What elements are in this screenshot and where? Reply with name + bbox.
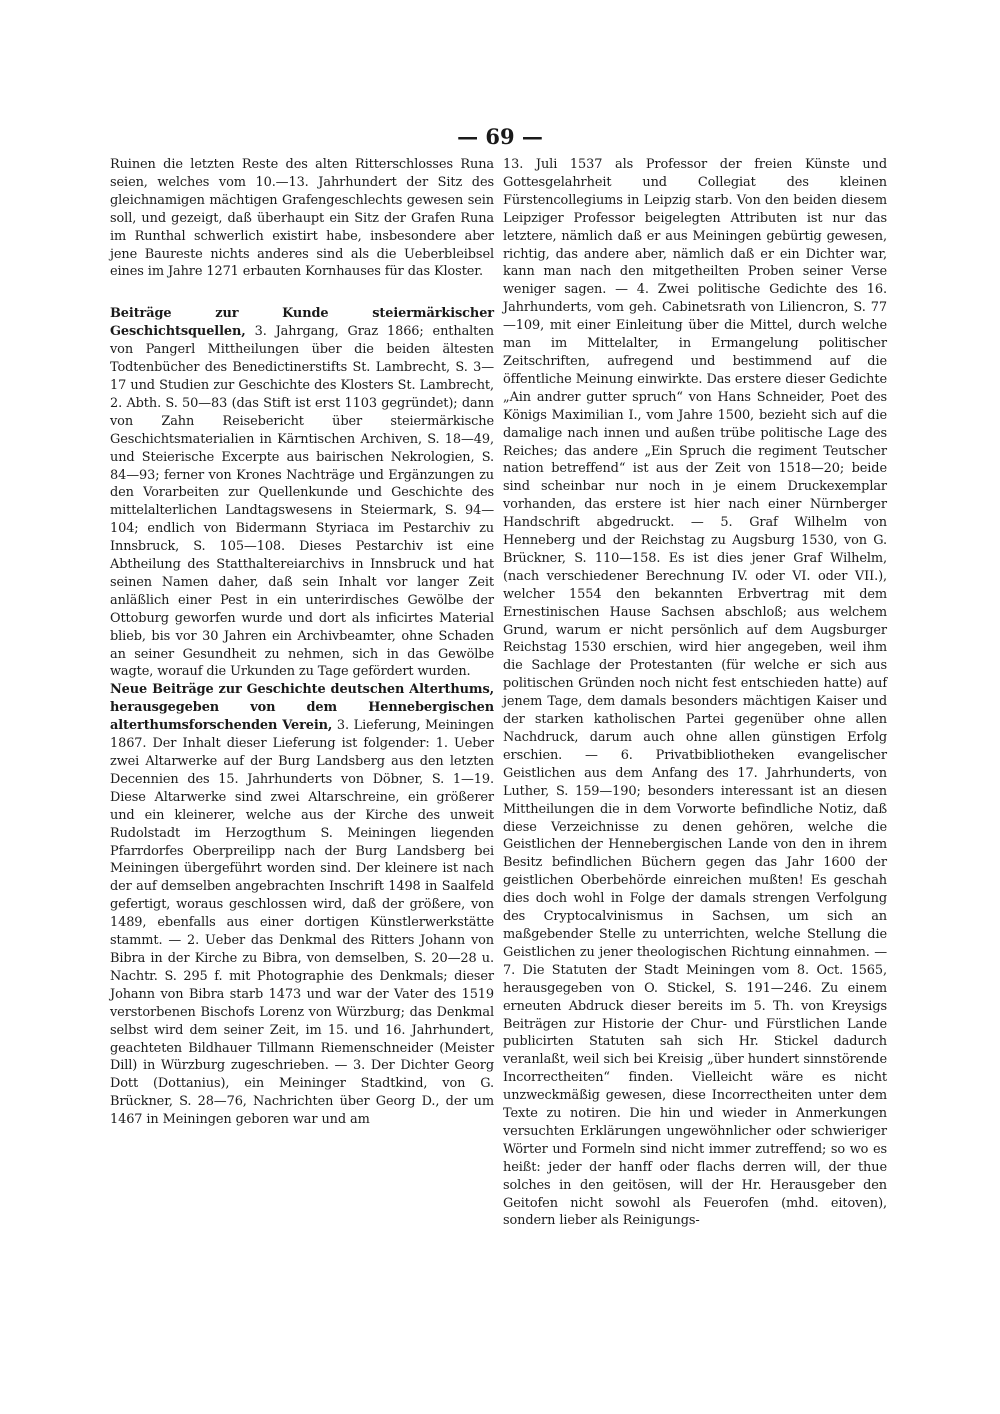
entry-title: Neue Beiträge zur Geschichte deutschen Alterthums, herausgegeben von dem Hennebergischen alterthumsforschenden Verein,: [110, 682, 494, 734]
entry-body: 3. Jahrgang, Graz 1866; enthalten von Pangerl Mittheilungen über die beiden ältesten Todtenbücher des Benedictinerstifts St. Lambrecht, S. 3—17 und Studien zur Geschichte des Klosters St. Lambrecht, 2. Abth. S. 50—83 (das Stift ist erst 1103 gegründet); dann von Zahn Reisebericht über steiermärkische Geschichtsmaterialien in Kärntischen Archiven, S. 18—49, und Steierische Excerpte aus bairischen Nekrologien, S. 84—93; ferner von Krones Nachträge und Ergänzungen zu den Vorarbeiten zur Quellenkunde und Geschichte des mittelalterlichen Landtagswesens in Steiermark, S. 94—104; endlich von Bidermann Styriaca im Pestarchiv zu Innsbruck, S. 105—108. Dieses Pestarchiv ist eine Abtheilung des Statthaltereiarchivs in Innsbruck und hat seinen Namen daher, daß sein Inhalt vor langer Zeit anläßlich einer Pest in ein unterirdisches Gewölbe der Ottoburg geworfen wurde und dort als inficirtes Material blieb, bis vor 30 Jahren ein Archivbeamter, ohne Schaden an seiner Gesundheit zu nehmen, sich in das Gewölbe wagte, worauf die Urkunden zu Tage gefördert wurden.: [110, 324, 494, 680]
right-column-text: 13. Juli 1537 als Professor der freien Künste und Gottesgelahrheit und Collegiat des kleinen Fürstencollegiums in Leipzig starb. Von den beiden diesem Leipziger Professor beigelegten Attributen ist nur das letztere, nämlich daß er aus Meiningen gebürtig gewesen, richtig, das andere aber, nämlich daß er ein Dichter war, kann man nach den mitgetheilten Proben seiner Verse weniger sagen. — 4. Zwei politische Gedichte des 16. Jahrhunderts, vom geh. Cabinetsrath von Liliencron, S. 77—109, mit einer Einleitung über die Mittel, durch welche man im Mittelalter, in Ermangelung politischer Zeitschriften, aufregend und bestimmend auf die öffentliche Meinung einwirkte. Das erstere dieser Gedichte „Ain andrer gutter spruch“ von Hans Schneider, Poet des Königs Maximilian I., vom Jahre 1500, bezieht sich auf die damalige nach innen und außen trübe politische Lage des Reiches; das andere „Ein Spruch die regiment Teutscher nation betreffend“ ist aus der Zeit von 1518—20; beide sind scheinbar nur noch in je einem Druckexemplar vorhanden, das erstere ist hier nach einer Nürnberger Handschrift abgedruckt. — 5. Graf Wilhelm von Henneberg und der Reichstag zu Augsburg 1530, von G. Brückner, S. 110—158. Es ist dies jener Graf Wilhelm, (nach verschiedener Berechnung IV. oder VI. oder VII.), welcher 1554 den bekannten Erbvertrag mit dem Ernestinischen Hause Sachsen abschloß; aus welchem Grund, warum er nicht persönlich auf dem Augsburger Reichstag 1530 erschien, wird hier angegeben, weil ihm die Sachlage der Protestanten (für welche er sich aus politischen Gründen noch nicht fest entschieden hatte) auf jenem Tage, dem damals besonders mächtigen Kaiser und der starken katholischen Partei gegenüber ohne allen Nachdruck, darum auch ohne allen günstigen Erfolg erschien. — 6. Privatbibliotheken evangelischer Geistlichen aus dem Anfang des 17. Jahrhunderts, von Luther, S. 159—190; besonders interessant ist an diesen Mittheilungen die in dem Vorworte befindliche Notiz, daß diese Verzeichnisse zu denen gehören, welche die Geistlichen der Hennebergischen Lande von den in ihrem Besitz befindlichen Büchern gegen das Jahr 1600 der geistlichen Oberbehörde einreichen mußten! Es geschah dies doch wohl in Folge der damals strengen Verfolgung des Cryptocalvinismus in Sachsen, um sich an maßgebender Stelle zu unterrichten, welche Stellung die Geistlichen zu jener theologischen Richtung einnahmen. — 7. Die Statuten der Stadt Meiningen vom 8. Oct. 1565, herausgegeben von O. Stickel, S. 191—246. Zu einem erneuten Abdruck dieser bereits im 5. Th. von Kreysigs Beiträgen zur Historie der Chur- und Fürstlichen Lande publicirten Statuten sah sich Hr. Stickel dadurch veranlaßt, weil sich bei Kreisig „über hundert sinnstörende Incorrectheiten“ finden. Vielleicht wäre es nicht unzweckmäßig gewesen, diese Incorrectheiten unter dem Texte zu notiren. Die hin und wieder in Anmerkungen versuchten Erklärungen ungewöhnlicher oder schwieriger Wörter und Formeln sind nicht immer zutreffend; so wo es heißt: jeder der hanff oder flachs derren will, der thue solches in den geitösen, will der Hr. Herausgeber den Geitofen nicht sowohl als Feuerofen (mhd. eitoven), sondern lieber als Reinigungs-: [503, 157, 887, 1229]
right-column: [503, 156, 887, 1230]
left-column: [110, 156, 494, 1129]
entry-body: 3. Lieferung, Meiningen 1867. Der Inhalt dieser Lieferung ist folgender: 1. Ueber zwei Altarwerke auf der Burg Landsberg aus den letzten Decennien des 15. Jahrhunderts von Döbner, S. 1—19. Diese Altarwerke sind zwei Altarschreine, ein größerer und ein kleinerer, welche aus der Kirche des unweit Rudolstadt im Herzogthum S. Meiningen liegenden Pfarrdorfes Oberpreilipp nach der Burg Landsberg bei Meiningen übergeführt worden sind. Der kleinere ist nach der auf demselben angebrachten Inschrift 1498 in Saalfeld gefertigt, woraus geschlossen wird, daß der größere, von 1489, ebenfalls aus einer dortigen Künstlerwerkstätte stammt. — 2. Ueber das Denkmal des Ritters Johann von Bibra in der Kirche zu Bibra, von demselben, S. 20—28 u. Nachtr. S. 295 f. mit Photographie des Denkmals; dieser Johann von Bibra starb 1473 und war der Vater des 1519 verstorbenen Bischofs Lorenz von Würzburg; das Denkmal selbst wird dem seiner Zeit, im 15. und 16. Jahrhundert, geachteten Bildhauer Tillmann Riemenschneider (Meister Dill) in Würzburg zugeschrieben. — 3. Der Dichter Georg Dott (Dottanius), ein Meininger Stadtkind, von G. Brückner, S. 28—76, Nachrichten über Georg D., der um 1467 in Meiningen geboren war und am: [110, 718, 494, 1128]
continuation-paragraph: Ruinen die letzten Reste des alten Ritterschlosses Runa seien, welches vom 10.—13. Jahrhundert der Sitz des gleichnamigen mächtigen Grafengeschlechts gewesen sein soll, und gezeigt, daß überhaupt ein Sitz der Grafen Runa im Runthal schwerlich existirt habe, insbesondere aber jene Baureste nichts anderes sind als die Ueberbleibsel eines im Jahre 1271 erbauten Kornhauses für das Kloster.: [110, 157, 494, 280]
page-number: — 69 —: [457, 124, 543, 149]
entry-title: Beiträge zur Kunde steiermärkischer Geschichtsquellen,: [110, 306, 494, 340]
entry-steiermark: [110, 305, 494, 681]
entry-henneberg: [110, 681, 494, 1129]
